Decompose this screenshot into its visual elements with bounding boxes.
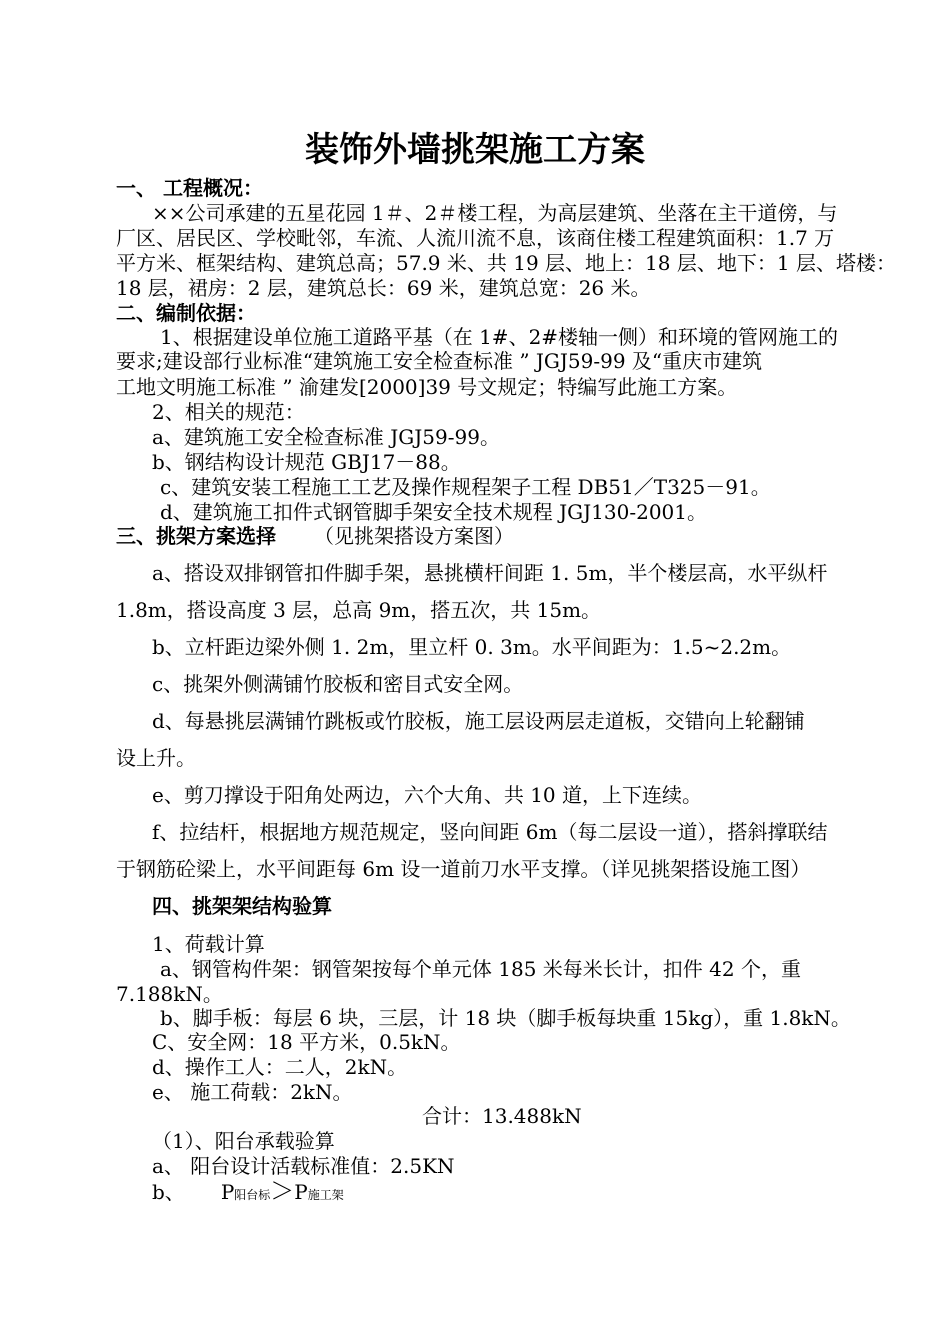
formula-p2: P [294, 1180, 308, 1204]
formula-gt: ＞ [270, 1177, 295, 1205]
section-1-line: 平方米、框架结构、建筑总高；57.9 米、共 19 层、地上：18 层、地下：1 层、塔楼： [116, 251, 896, 275]
section-4-line: d、操作工人：二人，2kN。 [152, 1055, 408, 1079]
section-3-line: e、剪刀撑设于阳角处两边，六个大角、共 10 道，上下连续。 [152, 783, 702, 807]
total-line: 合计：13.488kN [422, 1104, 582, 1128]
section-4-line: e、 施工荷载：2kN。 [152, 1080, 353, 1104]
section-3-line: c、挑架外侧满铺竹胶板和密目式安全网。 [152, 672, 524, 696]
section-3-line: d、每悬挑层满铺竹跳板或竹胶板，施工层设两层走道板，交错向上轮翻铺 [152, 709, 805, 733]
formula-p1-sub: 阳台标 [234, 1188, 271, 1202]
section-2-line: 2、相关的规范： [152, 400, 305, 424]
document-title: 装饰外墙挑架施工方案 [305, 130, 645, 170]
section-4-line: a、钢管构件架：钢管架按每个单元体 185 米每米长计，扣件 42 个，重 [160, 957, 801, 981]
section-4-heading: 四、挑架架结构验算 [152, 894, 332, 918]
formula-p2-sub: 施工架 [307, 1188, 344, 1202]
section-4-line: b、脚手板：每层 6 块，三层，计 18 块（脚手板每块重 15kg），重 1.8kN。 [160, 1006, 851, 1030]
section-3-line: f、拉结杆，根据地方规范规定，竖向间距 6m（每二层设一道），搭斜撑联结 [152, 820, 828, 844]
section-1-heading: 一、 工程概况： [116, 176, 263, 200]
section-4-line: a、 阳台设计活载标准值：2.5KN [152, 1154, 455, 1178]
section-2-line: 1、根据建设单位施工道路平基（在 1#、2#楼轴一侧）和环境的管网施工的 [160, 325, 839, 349]
section-4-line: （1）、阳台承载验算 [152, 1129, 335, 1153]
formula-prefix: b、 [152, 1180, 185, 1204]
section-1-line: 厂区、居民区、学校毗邻，车流、人流川流不息，该商住楼工程建筑面积：1.7 万 [116, 226, 835, 250]
section-1-line: 18 层，裙房：2 层，建筑总长：69 米，建筑总宽：26 米。 [116, 276, 651, 300]
section-3-line: 设上升。 [116, 746, 196, 770]
section-3-heading: 三、挑架方案选择 [116, 524, 276, 548]
section-2-heading: 二、编制依据： [116, 301, 256, 325]
section-3-heading-note: （见挑架搭设方案图） [314, 524, 514, 548]
section-4-line: 1、荷载计算 [152, 932, 265, 956]
section-2-line: d、建筑施工扣件式钢管脚手架安全技术规程 JGJ130-2001。 [160, 500, 708, 524]
section-2-line: a、建筑施工安全检查标准 JGJ59-99。 [152, 425, 500, 449]
section-4-line: C、安全网：18 平方米，0.5kN。 [152, 1030, 461, 1054]
section-2-line: 工地文明施工标准 ” 渝建发[2000]39 号文规定；特编写此施工方案。 [116, 375, 738, 399]
section-3-line: a、搭设双排钢管扣件脚手架，悬挑横杆间距 1. 5m，半个楼层高，水平纵杆 [152, 561, 828, 585]
section-1-line: ××公司承建的五星花园 1＃、2＃楼工程，为高层建筑、坐落在主干道傍，与 [152, 201, 838, 225]
section-2-line: 要求;建设部行业标准“建筑施工安全检查标准 ” JGJ59-99 及“重庆市建筑 [116, 349, 763, 373]
section-3-heading-row [116, 523, 514, 549]
formula-line [152, 1178, 344, 1208]
formula-p1: P [220, 1180, 235, 1204]
section-3-line: 于钢筋砼梁上，水平间距每 6m 设一道前刀水平支撑。（详见挑架搭设施工图） [116, 857, 811, 881]
section-3-line: b、立杆距边梁外侧 1. 2m，里立杆 0. 3m。水平间距为：1.5~2.2m。 [152, 635, 792, 659]
section-4-line: 7.188kN。 [116, 982, 223, 1006]
section-2-line: c、建筑安装工程施工工艺及操作规程架子工程 DB51／T325－91。 [160, 475, 771, 499]
section-3-line: 1.8m，搭设高度 3 层，总高 9m，搭五次，共 15m。 [116, 598, 602, 622]
section-2-line: b、钢结构设计规范 GBJ17－88。 [152, 450, 461, 474]
